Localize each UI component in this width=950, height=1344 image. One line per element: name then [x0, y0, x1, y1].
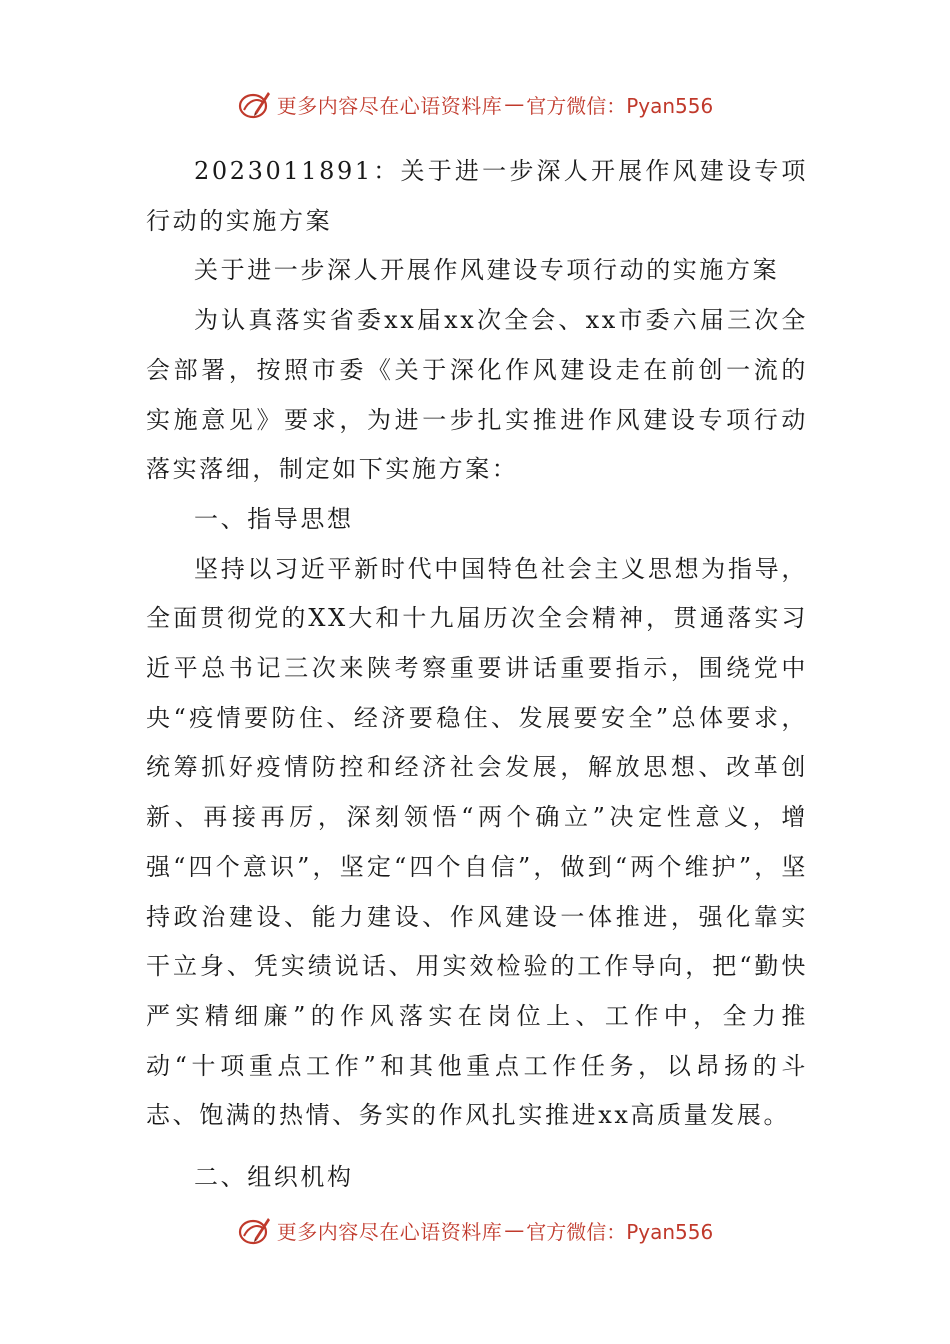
watermark-text: 更多内容尽在心语资料库	[276, 93, 503, 118]
pen-swirl-logo-icon	[237, 1212, 273, 1248]
document-body	[146, 147, 808, 1203]
document-subtitle: 关于进一步深人开展作风建设专项行动的实施方案	[194, 256, 780, 285]
section-spacer	[146, 1141, 808, 1153]
watermark-dash: —	[504, 1218, 525, 1242]
section-heading-guiding-thought: 一、指导思想	[194, 504, 354, 533]
watermark-wechat: 官方微信：Pyan556	[526, 93, 714, 118]
section-heading-organization: 二、组织机构	[194, 1163, 354, 1192]
watermark-footer	[0, 1210, 950, 1250]
pen-swirl-logo-icon	[237, 86, 273, 122]
guiding-thought-paragraph: 坚持以习近平新时代中国特色社会主义思想为指导，全面贯彻党的XX大和十九届历次全会精神，贯通落实习近平总书记三次来陕考察重要讲话重要指示，围绕党中央“疫情要防住、经济要稳住、发展要安全”总体要求，统筹抓好疫情防控和经济社会发展，解放思想、改革创新、再接再厉，深刻领悟“两个确立”决定性意义，增强“四个意识”，坚定“四个自信”，做到“两个维护”，坚持政治建设、能力建设、作风建设一体推进，强化靠实干立身、凭实绩说话、用实效检验的工作导向，把“勤快严实精细廉”的作风落实在岗位上、工作中，全力推动“十项重点工作”和其他重点工作任务，以昂扬的斗志、饱满的热情、务实的作风扎实推进xx高质量发展。	[146, 554, 808, 1130]
intro-paragraph: 为认真落实省委xx届xx次全会、xx市委六届三次全会部署，按照市委《关于深化作风建设走在前创一流的实施意见》要求，为进一步扎实推进作风建设专项行动落实落细，制定如下实施方案：	[146, 306, 808, 484]
watermark-header	[0, 84, 950, 124]
document-title: 2023011891：关于进一步深人开展作风建设专项行动的实施方案	[146, 157, 808, 235]
watermark-text: 更多内容尽在心语资料库	[276, 1219, 503, 1244]
watermark-wechat: 官方微信：Pyan556	[526, 1219, 714, 1244]
watermark-dash: —	[504, 92, 525, 116]
